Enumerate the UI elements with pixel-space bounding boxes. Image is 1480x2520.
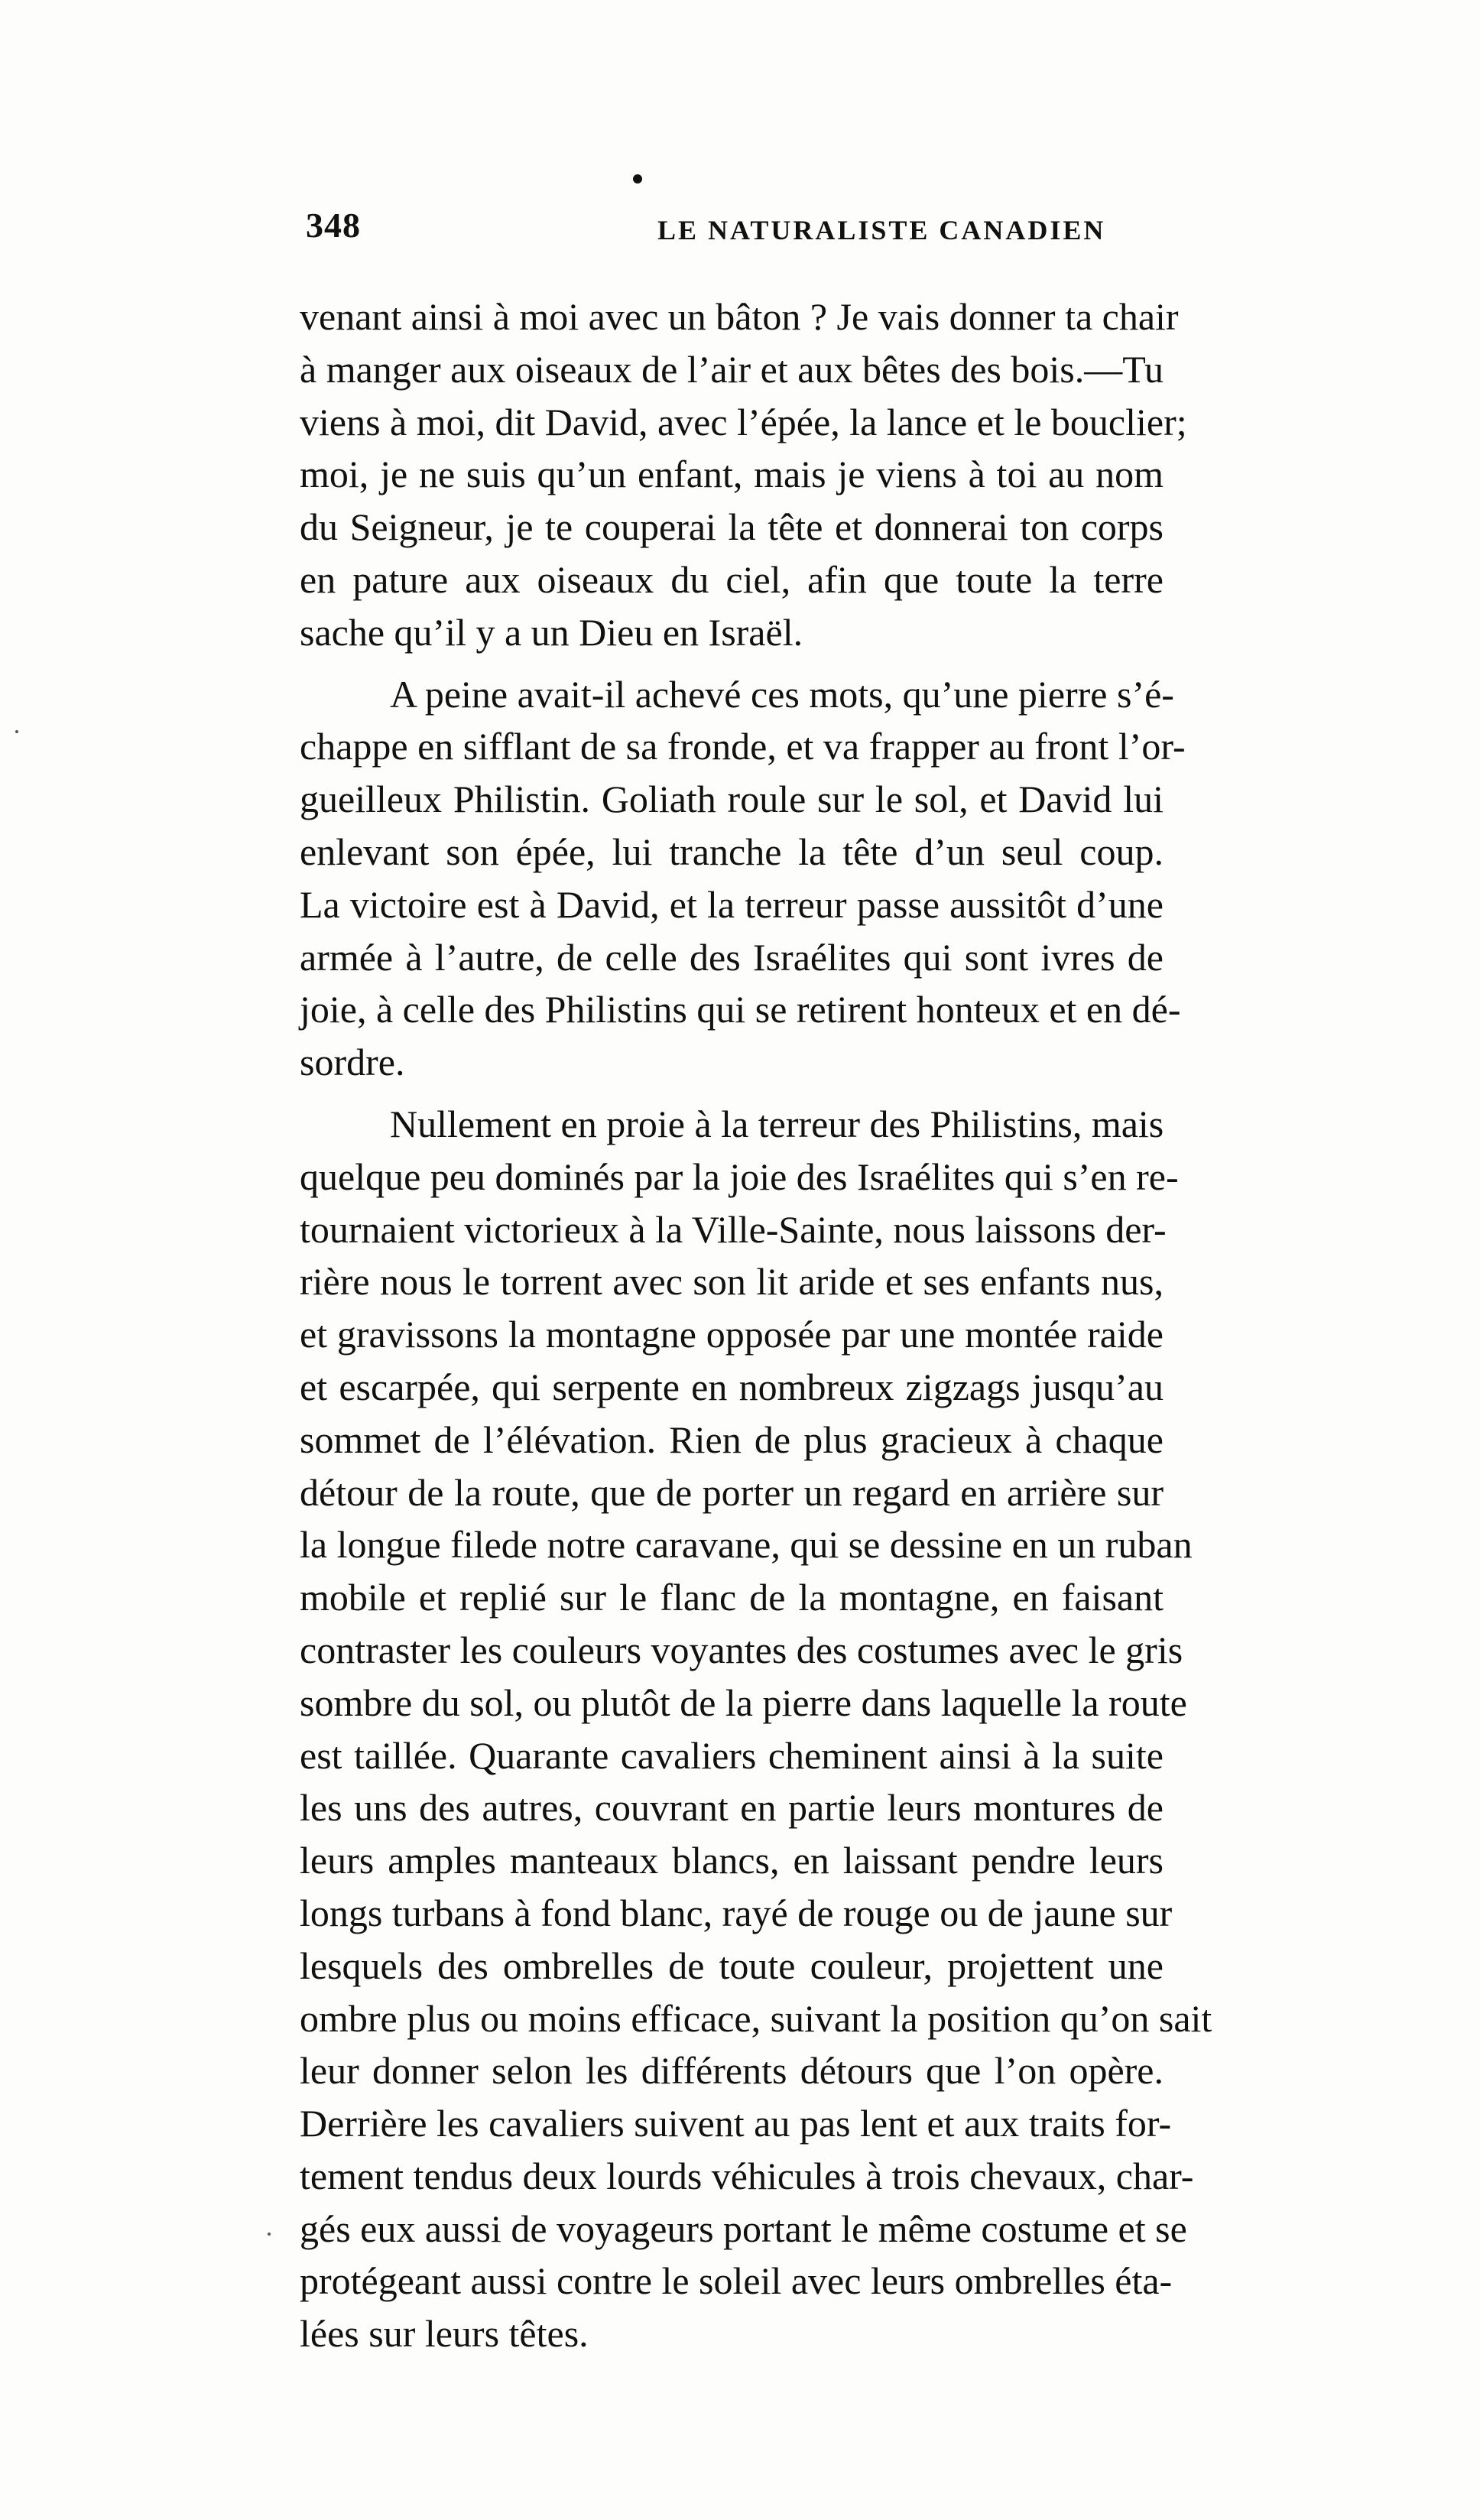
text-line: les uns des autres, couvrant en partie leurs montures de: [300, 1786, 1164, 1830]
text-line: longs turbans à fond blanc, rayé de rouge ou de jaune sur: [300, 1891, 1173, 1934]
text-line: sache qu’il y a un Dieu en Israël.: [300, 610, 803, 654]
text-line: armée à l’autre, de celle des Israélites qui sont ivres de: [300, 935, 1164, 979]
paragraph: [300, 291, 1187, 659]
text-line: quelque peu dominés par la joie des Israélites qui s’en re-: [300, 1154, 1179, 1198]
paragraph: [300, 1098, 1212, 2360]
page-number: 348: [306, 206, 361, 245]
text-line: est taillée. Quarante cavaliers cheminent ainsi à la suite: [300, 1733, 1164, 1777]
text-line: à manger aux oiseaux de l’air et aux bêtes des bois.—Tu: [300, 347, 1164, 391]
text-line: lesquels des ombrelles de toute couleur, projettent une: [300, 1944, 1164, 1987]
paragraph-gap: [300, 659, 1164, 668]
text-line: Nullement en proie à la terreur des Philistins, mais: [390, 1102, 1164, 1145]
text-line: La victoire est à David, et la terreur passe aussitôt d’une: [300, 882, 1164, 926]
text-line: du Seigneur, je te couperai la tête et donnerai ton corps: [300, 505, 1164, 549]
margin-speck: [268, 2233, 271, 2236]
text-line: rière nous le torrent avec son lit aride et ses enfants nus,: [300, 1260, 1164, 1304]
text-line: gueilleux Philistin. Goliath roule sur le sol, et David lui: [300, 778, 1164, 821]
page-header: [306, 205, 1170, 266]
text-line: chappe en sifflant de sa fronde, et va frapper au front l’or-: [300, 725, 1186, 768]
body-text: [300, 291, 1212, 2360]
text-line: tournaient victorieux à la Ville-Sainte, nous laissons der-: [300, 1207, 1167, 1251]
paragraph-gap: [300, 1089, 1164, 1098]
text-line: enlevant son épée, lui tranche la tête d’un seul coup.: [300, 830, 1164, 873]
text-line: protégeant aussi contre le soleil avec leurs ombrelles éta-: [300, 2259, 1173, 2303]
text-line: Derrière les cavaliers suivent au pas lent et aux traits for-: [300, 2102, 1172, 2145]
margin-speck: [15, 730, 18, 733]
text-line: sombre du sol, ou plutôt de la pierre dans laquelle la route: [300, 1681, 1187, 1724]
text-line: et escarpée, qui serpente en nombreux zigzags jusqu’au: [300, 1365, 1164, 1408]
text-line: leurs amples manteaux blancs, en laissant pendre leurs: [300, 1839, 1164, 1882]
text-line: joie, à celle des Philistins qui se retirent honteux et en dé-: [300, 988, 1181, 1031]
text-line: leur donner selon les différents détours que l’on opère.: [300, 2049, 1164, 2093]
text-line: et gravissons la montagne opposée par une montée raide: [300, 1313, 1164, 1356]
text-line: tement tendus deux lourds véhicules à trois chevaux, char-: [300, 2154, 1194, 2197]
text-line: moi, je ne suis qu’un enfant, mais je viens à toi au nom: [300, 453, 1164, 496]
text-line: viens à moi, dit David, avec l’épée, la lance et le bouclier;: [300, 400, 1187, 443]
text-line: la longue filede notre caravane, qui se dessine en un ruban: [300, 1523, 1193, 1567]
text-line: A peine avait-il achevé ces mots, qu’une pierre s’é-: [390, 672, 1174, 716]
text-line: sommet de l’élévation. Rien de plus gracieux à chaque: [300, 1418, 1164, 1461]
text-line: en pature aux oiseaux du ciel, afin que toute la terre: [300, 557, 1164, 601]
text-line: contraster les couleurs voyantes des costumes avec le gris: [300, 1628, 1183, 1671]
text-line: sordre.: [300, 1041, 405, 1084]
text-line: ombre plus ou moins efficace, suivant la position qu’on sait: [300, 1996, 1212, 2040]
running-title: LE NATURALISTE CANADIEN: [657, 215, 1106, 245]
text-line: venant ainsi à moi avec un bâton ? Je vais donner ta chair: [300, 295, 1179, 338]
print-dot-mark: [633, 174, 642, 183]
paragraph: [300, 668, 1186, 1089]
text-line: détour de la route, que de porter un regard en arrière sur: [300, 1470, 1164, 1514]
text-line: lées sur leurs têtes.: [300, 2312, 589, 2356]
text-line: mobile et replié sur le flanc de la montagne, en faisant: [300, 1576, 1164, 1619]
text-line: gés eux aussi de voyageurs portant le même costume et se: [300, 2207, 1187, 2250]
